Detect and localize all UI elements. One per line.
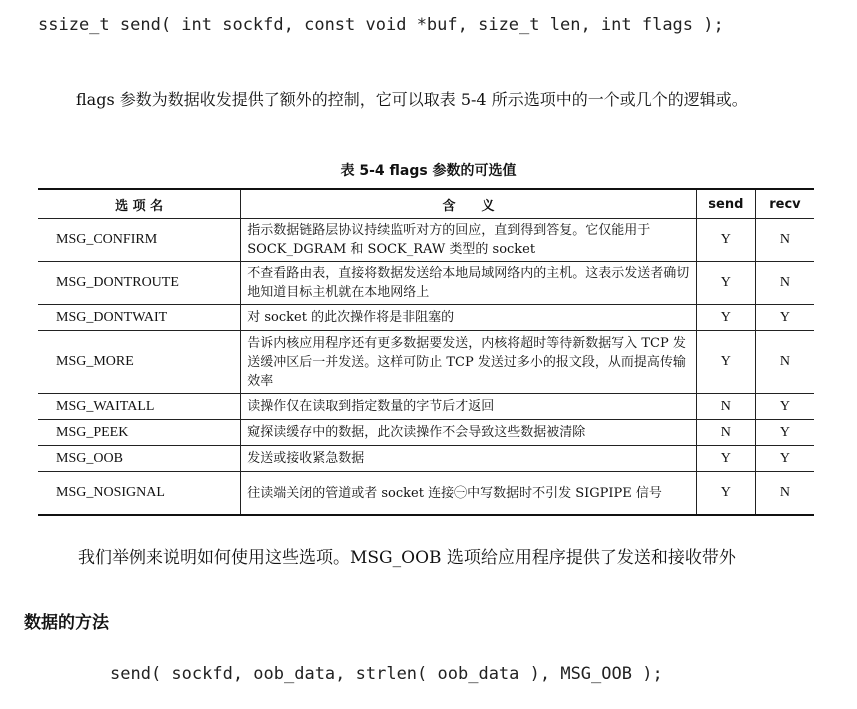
option-name: MSG_PEEK bbox=[38, 420, 241, 446]
send-flag: Y bbox=[696, 262, 755, 305]
recv-flag: N bbox=[755, 262, 814, 305]
recv-flag: N bbox=[755, 331, 814, 394]
send-flag: Y bbox=[696, 219, 755, 262]
option-desc: 往读端关闭的管道或者 socket 连接㊀中写数据时不引发 SIGPIPE 信号 bbox=[241, 472, 697, 516]
header-option-name: 选 项 名 bbox=[38, 189, 241, 219]
option-desc: 指示数据链路层协议持续监听对方的回应，直到得到答复。它仅能用于 SOCK_DGRAM 和 SOCK_RAW 类型的 socket bbox=[241, 219, 697, 262]
example-paragraph: 我们举例来说明如何使用这些选项。MSG_OOB 选项给应用程序提供了发送和接收带外 bbox=[78, 548, 736, 568]
table-row bbox=[38, 305, 814, 331]
send-flag: N bbox=[696, 420, 755, 446]
table-row bbox=[38, 394, 814, 420]
table-row bbox=[38, 420, 814, 446]
option-name: MSG_CONFIRM bbox=[38, 219, 241, 262]
option-desc: 对 socket 的此次操作将是非阻塞的 bbox=[241, 305, 697, 331]
option-name: MSG_MORE bbox=[38, 331, 241, 394]
option-desc: 不查看路由表，直接将数据发送给本地局域网络内的主机。这表示发送者确切地知道目标主机就在本地网络上 bbox=[241, 262, 697, 305]
send-flag: Y bbox=[696, 305, 755, 331]
header-send: send bbox=[696, 189, 755, 219]
option-desc: 告诉内核应用程序还有更多数据要发送，内核将超时等待新数据写入 TCP 发送缓冲区后一并发送。这样可防止 TCP 发送过多小的报文段，从而提高传输效率 bbox=[241, 331, 697, 394]
table-row bbox=[38, 331, 814, 394]
table-row bbox=[38, 446, 814, 472]
recv-flag: N bbox=[755, 472, 814, 516]
send-flag: N bbox=[696, 394, 755, 420]
flags-paragraph: flags 参数为数据收发提供了额外的控制，它可以取表 5-4 所示选项中的一个或几个的逻辑或。 bbox=[76, 90, 748, 109]
send-oob-code: send( sockfd, oob_data, strlen( oob_data ), MSG_OOB ); bbox=[110, 664, 663, 684]
option-name: MSG_DONTWAIT bbox=[38, 305, 241, 331]
send-flag: Y bbox=[696, 331, 755, 394]
recv-flag: Y bbox=[755, 446, 814, 472]
header-meaning: 含 义 bbox=[241, 189, 697, 219]
header-recv: recv bbox=[755, 189, 814, 219]
recv-flag: Y bbox=[755, 394, 814, 420]
section-heading: 数据的方法 bbox=[24, 613, 109, 633]
option-desc: 读操作仅在读取到指定数量的字节后才返回 bbox=[241, 394, 697, 420]
table-caption: 表 5-4 flags 参数的可选值 bbox=[340, 163, 517, 179]
option-desc: 发送或接收紧急数据 bbox=[241, 446, 697, 472]
option-name: MSG_WAITALL bbox=[38, 394, 241, 420]
table-row bbox=[38, 472, 814, 516]
send-flag: Y bbox=[696, 472, 755, 516]
table-header-row bbox=[38, 189, 814, 219]
option-desc: 窥探读缓存中的数据，此次读操作不会导致这些数据被清除 bbox=[241, 420, 697, 446]
table-row bbox=[38, 219, 814, 262]
table-row bbox=[38, 262, 814, 305]
option-name: MSG_OOB bbox=[38, 446, 241, 472]
flags-table bbox=[38, 188, 814, 516]
option-name: MSG_DONTROUTE bbox=[38, 262, 241, 305]
recv-flag: N bbox=[755, 219, 814, 262]
send-flag: Y bbox=[696, 446, 755, 472]
recv-flag: Y bbox=[755, 420, 814, 446]
send-signature-code: ssize_t send( int sockfd, const void *buf, size_t len, int flags ); bbox=[38, 15, 724, 35]
option-name: MSG_NOSIGNAL bbox=[38, 472, 241, 516]
recv-flag: Y bbox=[755, 305, 814, 331]
